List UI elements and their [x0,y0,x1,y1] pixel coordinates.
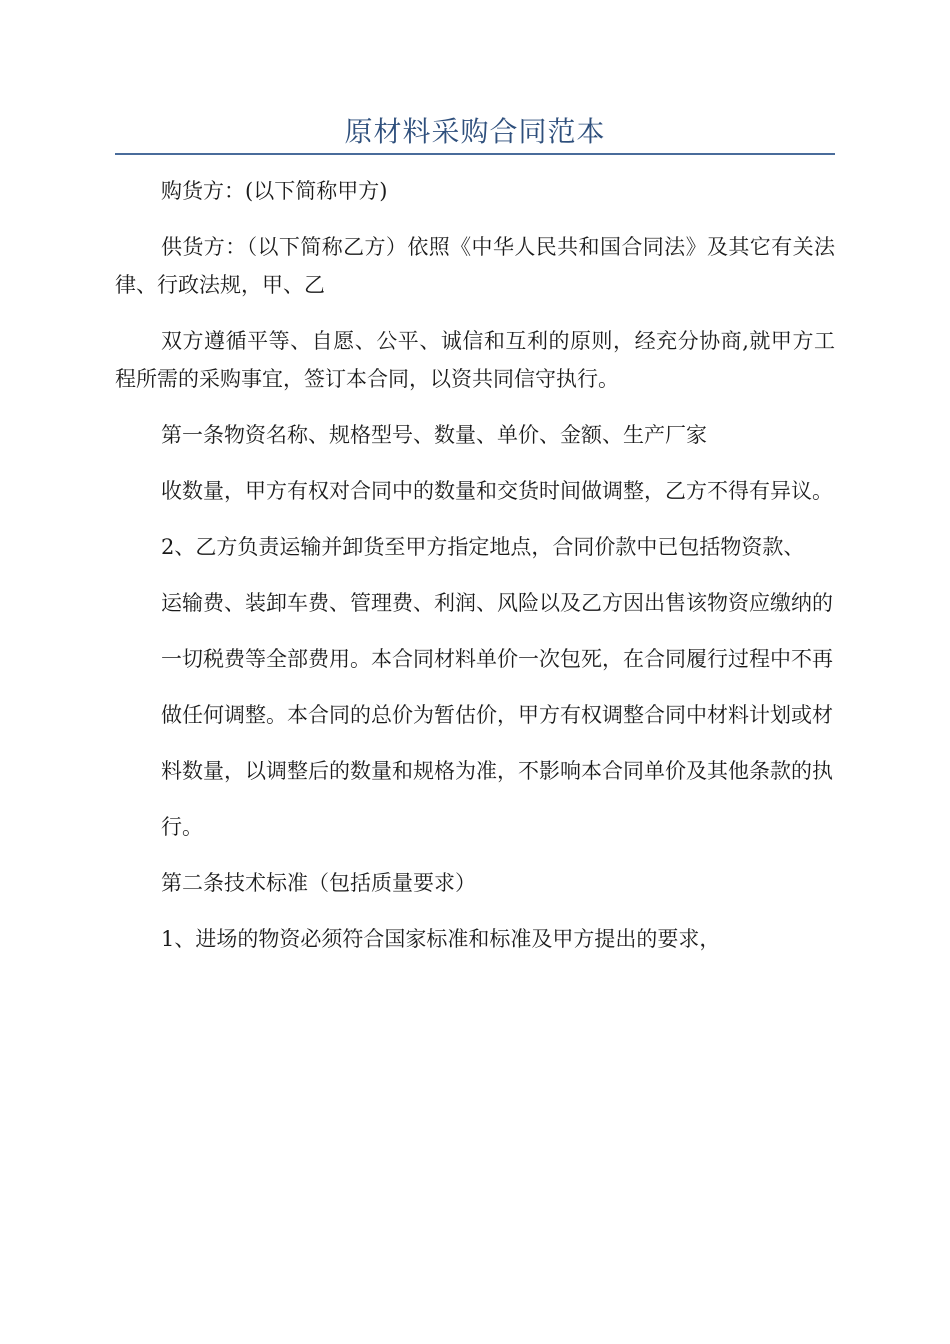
paragraph-article-2: 第二条技术标准（包括质量要求） [161,871,476,895]
paragraph-taxes: 一切税费等全部费用。本合同材料单价一次包死，在合同履行过程中不再 [161,647,833,671]
paragraph-quantity: 收数量，甲方有权对合同中的数量和交货时间做调整，乙方不得有异议。 [161,479,833,503]
paragraph-principles: 双方遵循平等、自愿、公平、诚信和互利的原则，经充分协商,就甲方工程所需的采购事宜，签订本合同，以资共同信守执行。 [115,329,835,391]
paragraph-standards: 1、进场的物资必须符合国家标准和标准及甲方提出的要求， [161,927,721,951]
paragraph-buyer: 购货方：(以下简称甲方) [161,179,388,203]
title-underline [115,153,835,155]
paragraph-transport: 2、乙方负责运输并卸货至甲方指定地点，合同价款中已包括物资款、 [161,535,805,559]
paragraph-execution: 行。 [161,815,203,839]
document-body [115,172,835,976]
paragraph-article-1: 第一条物资名称、规格型号、数量、单价、金额、生产厂家 [161,423,707,447]
paragraph-supplier: 供货方：（以下简称乙方）依照《中华人民共和国合同法》及其它有关法律、行政法规，甲、乙 [115,235,835,297]
paragraph-fees: 运输费、装卸车费、管理费、利润、风险以及乙方因出售该物资应缴纳的 [161,591,833,615]
paragraph-adjustment: 做任何调整。本合同的总价为暂估价，甲方有权调整合同中材料计划或材 [161,703,833,727]
paragraph-quantity-adjust: 料数量，以调整后的数量和规格为准，不影响本合同单价及其他条款的执 [161,759,833,783]
document-title: 原材料采购合同范本 [344,115,606,148]
